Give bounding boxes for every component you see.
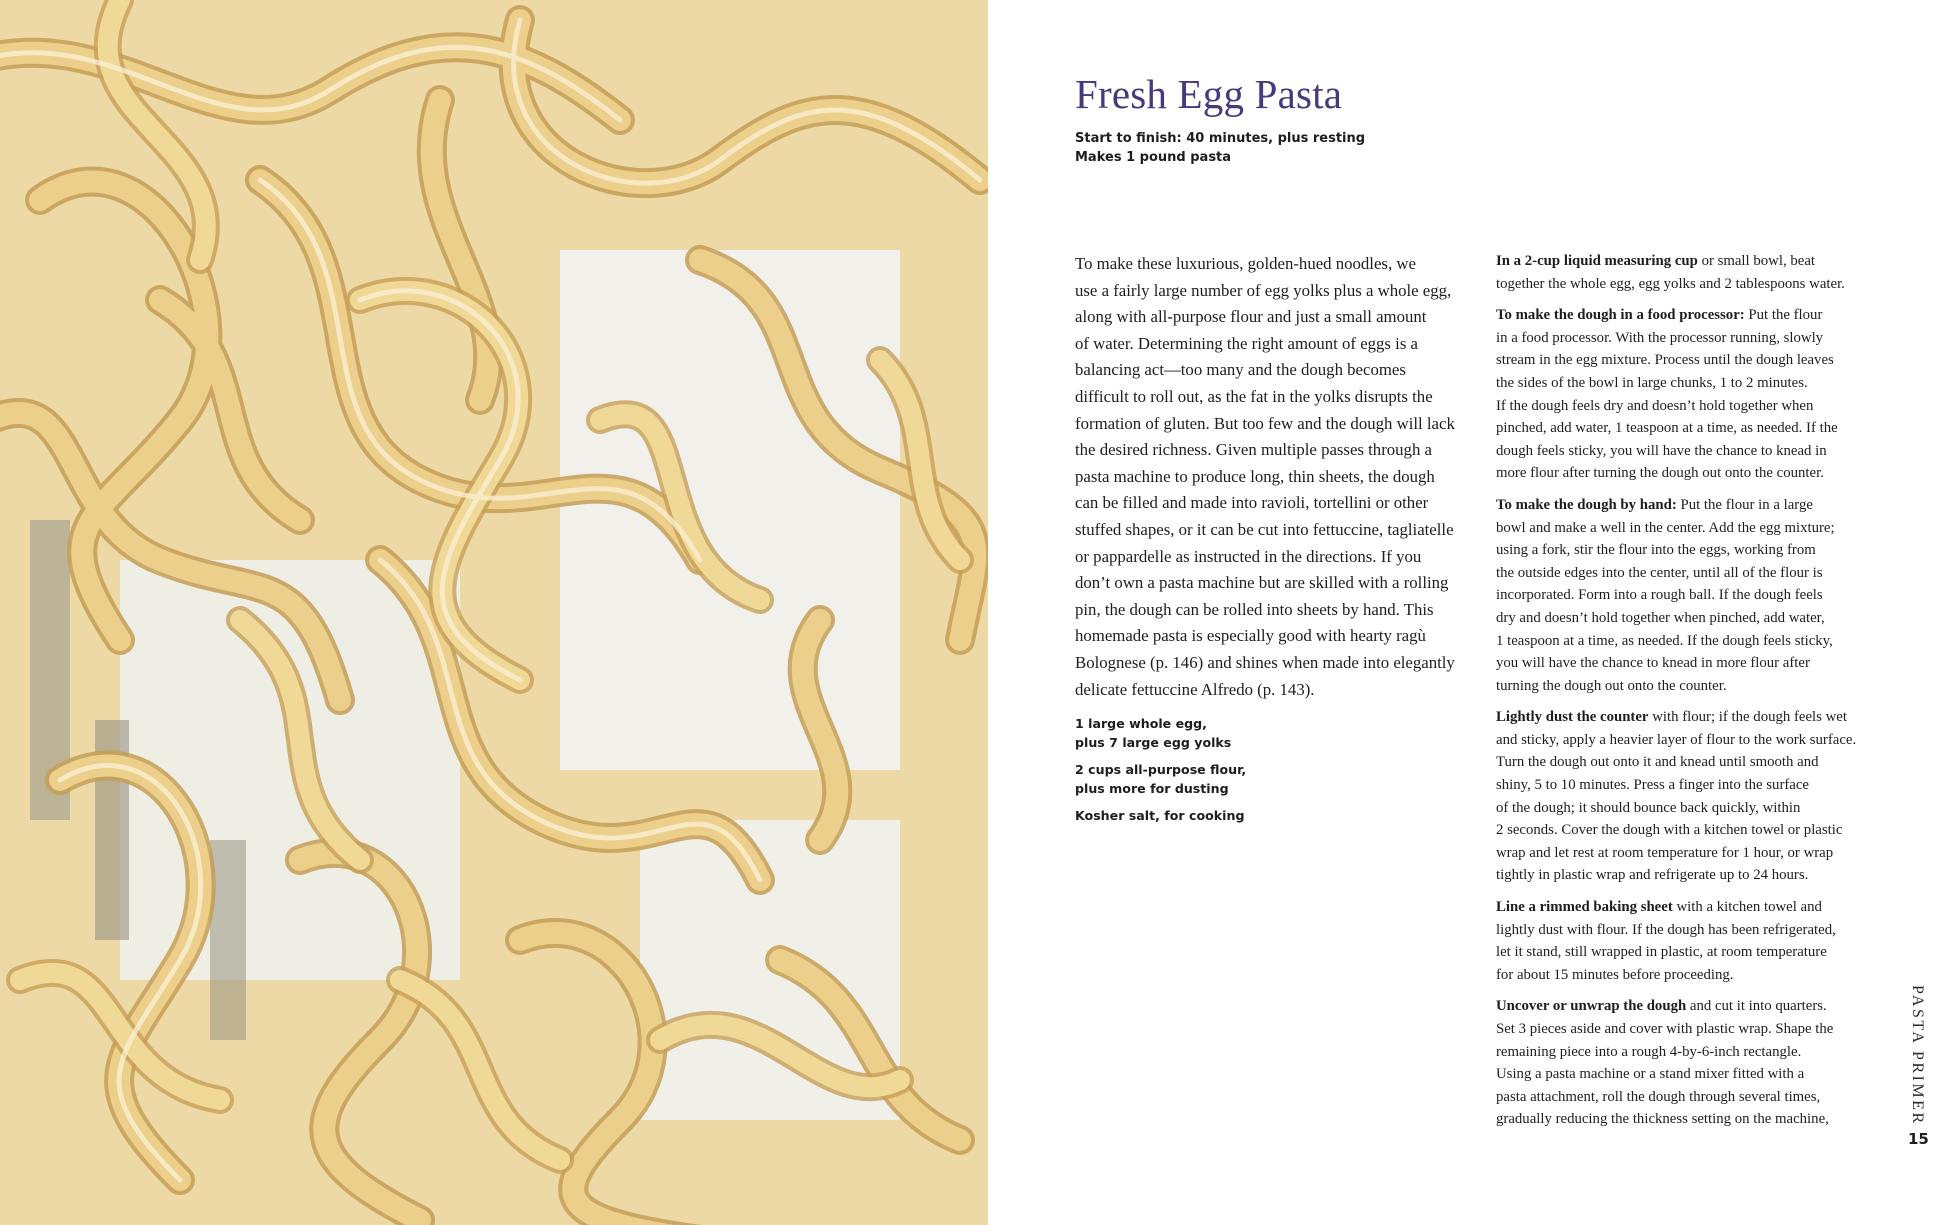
step-line: wrap and let rest at room temperature for 1 hour, or wrap xyxy=(1496,844,1834,861)
step-text: or small bowl, beat xyxy=(1697,253,1815,269)
intro-line: stuffed shapes, or it can be cut into fettuccine, tagliatelle xyxy=(1075,519,1454,539)
step-line: together the whole egg, egg yolks and 2 tablespoons water. xyxy=(1496,275,1845,292)
ingredient-line: Kosher salt, for cooking xyxy=(1075,808,1245,823)
recipe-time: Start to finish: 40 minutes, plus resting xyxy=(1075,131,1366,146)
step-line: using a fork, stir the flour into the eggs, working from xyxy=(1496,542,1816,559)
step-line: let it stand, still wrapped in plastic, at room temperature xyxy=(1496,944,1827,961)
step-line: If the dough feels dry and doesn’t hold together when xyxy=(1496,397,1814,414)
step-text: with flour; if the dough feels wet xyxy=(1648,709,1847,726)
step-lead: To make the dough in a food processor: xyxy=(1496,307,1745,324)
step-line: dough feels sticky, you will have the chance to knead in xyxy=(1496,442,1827,459)
step-line: for about 15 minutes before proceeding. xyxy=(1496,966,1734,983)
intro-line: balancing act—too many and the dough becomes xyxy=(1075,360,1406,380)
step-line: lightly dust with flour. If the dough has been refrigerated, xyxy=(1496,921,1836,938)
step-line: the sides of the bowl in large chunks, 1 to 2 minutes. xyxy=(1496,374,1808,391)
step-line: you will have the chance to knead in more flour after xyxy=(1496,655,1810,672)
intro-line: pasta machine to produce long, thin sheets, the dough xyxy=(1075,466,1435,486)
intro-line: use a fairly large number of egg yolks plus a whole egg, xyxy=(1075,280,1452,300)
step-text: Put the flour in a large xyxy=(1676,496,1813,513)
step-line: 1 teaspoon at a time, as needed. If the dough feels sticky, xyxy=(1496,632,1833,649)
ingredient-line: plus more for dusting xyxy=(1075,780,1229,796)
step-lead: Line a rimmed baking sheet xyxy=(1496,899,1673,916)
intro-line: difficult to roll out, as the fat in the yolks disrupts the xyxy=(1075,386,1433,406)
intro-line: don’t own a pasta machine but are skilled with a rolling xyxy=(1075,573,1449,593)
recipe-step xyxy=(1496,896,1916,986)
recipe-meta xyxy=(1075,129,1365,167)
page-number: 15 xyxy=(1908,1130,1929,1148)
step-first-line xyxy=(1496,995,1916,1018)
step-first-line xyxy=(1496,250,1916,273)
intro-line: To make these luxurious, golden-hued noodles, we xyxy=(1075,254,1416,273)
intro-line: the desired richness. Given multiple passes through a xyxy=(1075,440,1432,460)
ingredient-line: 1 large whole egg, xyxy=(1075,716,1207,731)
recipe-step xyxy=(1496,304,1916,485)
step-line: bowl and make a well in the center. Add the egg mixture; xyxy=(1496,519,1835,536)
step-lead: To make the dough by hand: xyxy=(1496,496,1677,513)
ingredient-line: plus 7 large egg yolks xyxy=(1075,734,1232,750)
intro-line: along with all-purpose flour and just a small amount xyxy=(1075,307,1427,327)
intro-line: Bolognese (p. 146) and shines when made into elegantly xyxy=(1075,652,1455,672)
step-first-line xyxy=(1496,494,1916,517)
step-line: Set 3 pieces aside and cover with plastic wrap. Shape the xyxy=(1496,1021,1834,1037)
step-line: of the dough; it should bounce back quickly, within xyxy=(1496,799,1801,816)
step-line: tightly in plastic wrap and refrigerate up to 24 hours. xyxy=(1496,867,1809,884)
intro-line: can be filled and made into ravioli, tortellini or other xyxy=(1075,493,1429,513)
step-lead: In a 2-cup liquid measuring cup xyxy=(1496,253,1698,269)
step-line: remaining piece into a rough 4-by-6-inch rectangle. xyxy=(1496,1043,1802,1060)
intro-line: delicate fettuccine Alfredo (p. 143). xyxy=(1075,679,1315,699)
intro-line: formation of gluten. But too few and the dough will lack xyxy=(1075,413,1455,433)
ingredient-item xyxy=(1075,761,1375,798)
step-line: pasta attachment, roll the dough through several times, xyxy=(1496,1088,1821,1105)
step-line: dry and doesn’t hold together when pinched, add water, xyxy=(1496,609,1825,626)
step-line: shiny, 5 to 10 minutes. Press a finger into the surface xyxy=(1496,777,1810,794)
ingredient-item xyxy=(1075,807,1375,826)
recipe-step xyxy=(1496,995,1916,1131)
step-line: turning the dough out onto the counter. xyxy=(1496,677,1727,694)
recipe-page xyxy=(988,0,1946,1225)
step-line: incorporated. Form into a rough ball. If the dough feels xyxy=(1496,587,1823,604)
step-first-line xyxy=(1496,896,1916,919)
step-line: gradually reducing the thickness setting on the machine, xyxy=(1496,1111,1829,1128)
step-line: in a food processor. With the processor running, slowly xyxy=(1496,329,1824,346)
step-line: Turn the dough out onto it and knead until smooth and xyxy=(1496,754,1819,771)
recipe-steps xyxy=(1496,250,1916,1140)
section-running-head: PASTA PRIMER xyxy=(1909,985,1926,1126)
ingredient-item xyxy=(1075,715,1375,752)
recipe-title: Fresh Egg Pasta xyxy=(1075,71,1343,117)
step-line: pinched, add water, 1 teaspoon at a time, as needed. If the xyxy=(1496,420,1838,437)
step-line: 2 seconds. Cover the dough with a kitchen towel or plastic xyxy=(1496,822,1843,839)
intro-line: of water. Determining the right amount of eggs is a xyxy=(1075,333,1418,353)
step-lead: Uncover or unwrap the dough xyxy=(1496,998,1687,1015)
recipe-intro xyxy=(1075,251,1475,703)
intro-line: or pappardelle as instructed in the directions. If you xyxy=(1075,546,1422,566)
step-line: Using a pasta machine or a stand mixer fitted with a xyxy=(1496,1066,1805,1083)
step-line: stream in the egg mixture. Process until the dough leaves xyxy=(1496,352,1834,369)
step-first-line xyxy=(1496,706,1916,729)
step-text: Put the flour xyxy=(1744,307,1823,324)
step-text: with a kitchen towel and xyxy=(1672,899,1822,916)
ingredient-line: 2 cups all-purpose flour, xyxy=(1075,762,1247,777)
recipe-yield: Makes 1 pound pasta xyxy=(1075,150,1232,165)
step-first-line xyxy=(1496,304,1916,327)
step-line: and sticky, apply a heavier layer of flour to the work surface. xyxy=(1496,731,1857,748)
recipe-step xyxy=(1496,494,1916,697)
step-text: and cut it into quarters. xyxy=(1686,998,1827,1015)
ingredient-list xyxy=(1075,715,1375,835)
step-line: the outside edges into the center, until all of the flour is xyxy=(1496,564,1823,581)
intro-line: pin, the dough can be rolled into sheets by hand. This xyxy=(1075,599,1434,619)
step-lead: Lightly dust the counter xyxy=(1496,709,1649,726)
recipe-step xyxy=(1496,706,1916,887)
recipe-step xyxy=(1496,250,1916,295)
step-line: more flour after turning the dough out onto the counter. xyxy=(1496,465,1824,482)
intro-line: homemade pasta is especially good with hearty ragù xyxy=(1075,626,1426,646)
